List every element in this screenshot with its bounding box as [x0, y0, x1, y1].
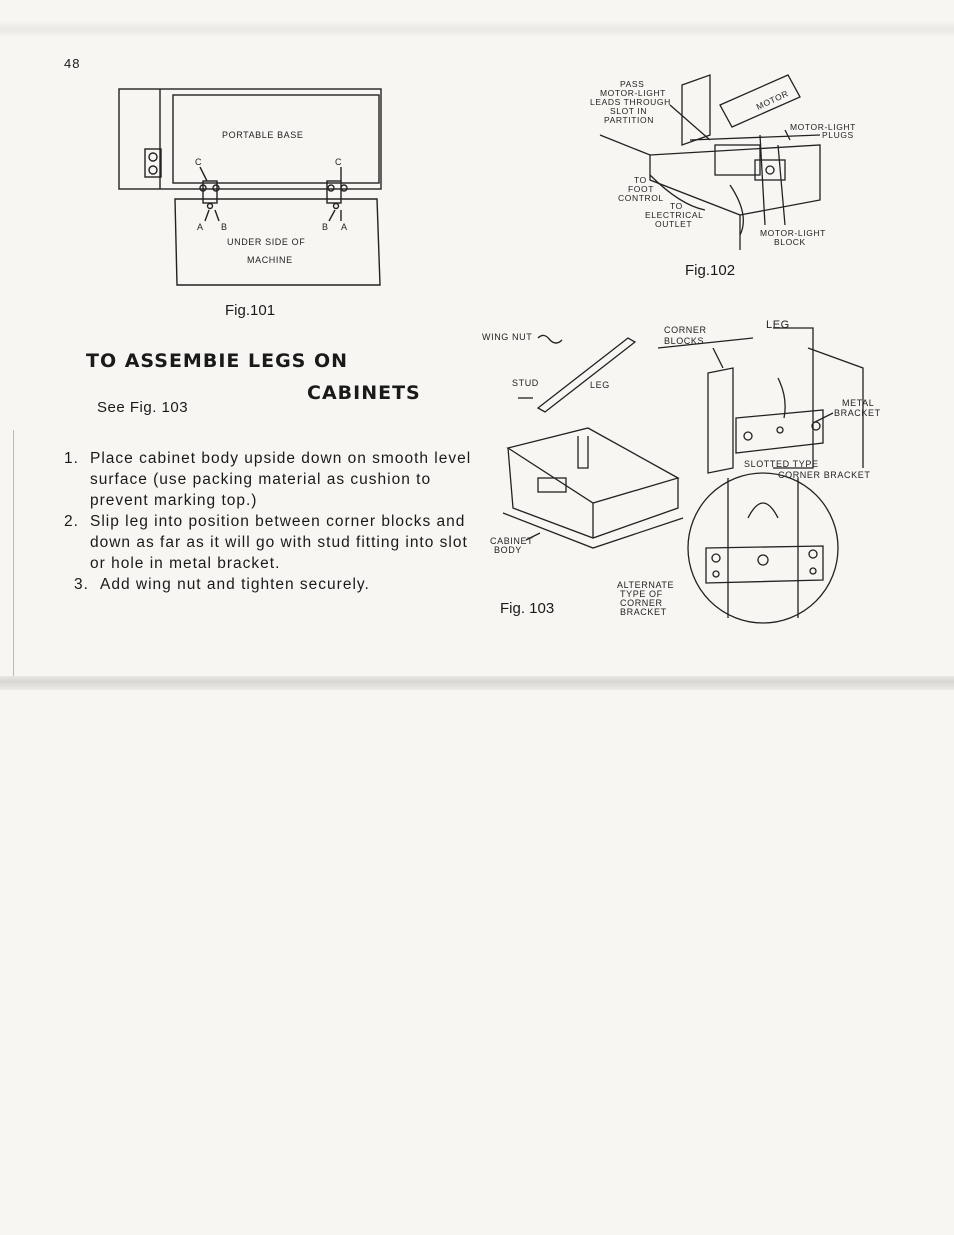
alternate-label-4: BRACKET	[620, 607, 667, 617]
pass-note-5: PARTITION	[604, 115, 654, 125]
wing-nut-label: WING NUT	[482, 332, 533, 342]
pass-note	[590, 79, 671, 125]
outlet-label-3: OUTLET	[655, 219, 693, 229]
outlet-label-2: ELECTRICAL	[645, 210, 704, 220]
section-heading-line2: CABINETS	[307, 382, 421, 404]
stud-label: STUD	[512, 378, 539, 388]
portable-base-label: PORTABLE BASE	[222, 130, 304, 140]
block-label-1: MOTOR-LIGHT	[760, 228, 826, 238]
alternate-label-2: TYPE OF	[620, 589, 663, 599]
scan-left-edge	[13, 430, 14, 680]
cabinet-body-label-1: CABINET	[490, 536, 534, 546]
step-number: 3.	[74, 576, 89, 593]
outlet-label-1: TO	[670, 201, 683, 211]
label-a-left: A	[197, 222, 204, 232]
leg-large-label: LEG	[766, 319, 790, 331]
step-text: Add wing nut and tighten securely.	[100, 576, 370, 593]
step-text: Slip leg into position between corner blocks and down as far as it will go with stud fitting into slot or hole in metal bracket.	[90, 513, 468, 572]
label-b-right: B	[322, 222, 329, 232]
metal-bracket-label-1: METAL	[842, 398, 875, 408]
underside-label-2: MACHINE	[247, 255, 293, 265]
leg-small-label: LEG	[590, 380, 610, 390]
fig-101-diagram	[115, 85, 390, 295]
pass-note-2: MOTOR-LIGHT	[600, 88, 666, 98]
plugs-label-2: PLUGS	[822, 130, 854, 140]
step-1	[64, 448, 474, 511]
label-a-right: A	[341, 222, 348, 232]
motor-label: MOTOR	[754, 88, 791, 112]
label-c-left: C	[195, 157, 203, 167]
fig-102-caption: Fig.102	[685, 262, 736, 279]
scan-bottom-edge	[0, 676, 954, 690]
section-heading-line1: TO ASSEMBIE LEGS ON	[86, 350, 349, 372]
fig-103-caption: Fig. 103	[500, 600, 555, 617]
pass-note-4: SLOT IN	[610, 106, 648, 116]
fig-102-diagram	[590, 75, 856, 260]
leg-small-outline	[538, 338, 635, 412]
step-number: 2.	[64, 513, 79, 530]
slotted-type-label-1: SLOTTED TYPE	[744, 459, 819, 469]
foot-control-2: FOOT	[628, 184, 655, 194]
fig-101-caption: Fig.101	[225, 302, 276, 319]
scan-top-edge	[0, 20, 954, 38]
label-b-left: B	[221, 222, 228, 232]
page-number: 48	[64, 56, 81, 71]
pass-note-1: PASS	[620, 79, 645, 89]
block-label-2: BLOCK	[774, 237, 806, 247]
foot-control-3: CONTROL	[618, 193, 664, 203]
plugs-label-1: MOTOR-LIGHT	[790, 122, 856, 132]
step-3	[74, 574, 474, 595]
corner-blocks-label-1: CORNER	[664, 325, 707, 335]
metal-bracket-label-2: BRACKET	[834, 408, 881, 418]
cabinet-body-label-2: BODY	[494, 545, 522, 555]
fig-103-diagram	[478, 318, 888, 628]
label-c-right: C	[335, 157, 343, 167]
alternate-label-1: ALTERNATE	[617, 580, 675, 590]
underside-label-1: UNDER SIDE OF	[227, 237, 306, 247]
assembly-steps	[64, 448, 474, 595]
see-fig-reference: See Fig. 103	[97, 399, 189, 416]
step-text: Place cabinet body upside down on smooth level surface (use packing material as cushion to prevent marking top.)	[90, 450, 472, 509]
cabinet-body-outline	[508, 428, 678, 503]
foot-control-1: TO	[634, 175, 647, 185]
pass-note-3: LEADS THROUGH	[590, 97, 671, 107]
alternate-label-3: CORNER	[620, 598, 663, 608]
step-2	[64, 511, 474, 574]
slotted-type-label-2: CORNER BRACKET	[778, 470, 871, 480]
corner-blocks-label-2: BLOCKS	[664, 336, 705, 346]
step-number: 1.	[64, 450, 79, 467]
